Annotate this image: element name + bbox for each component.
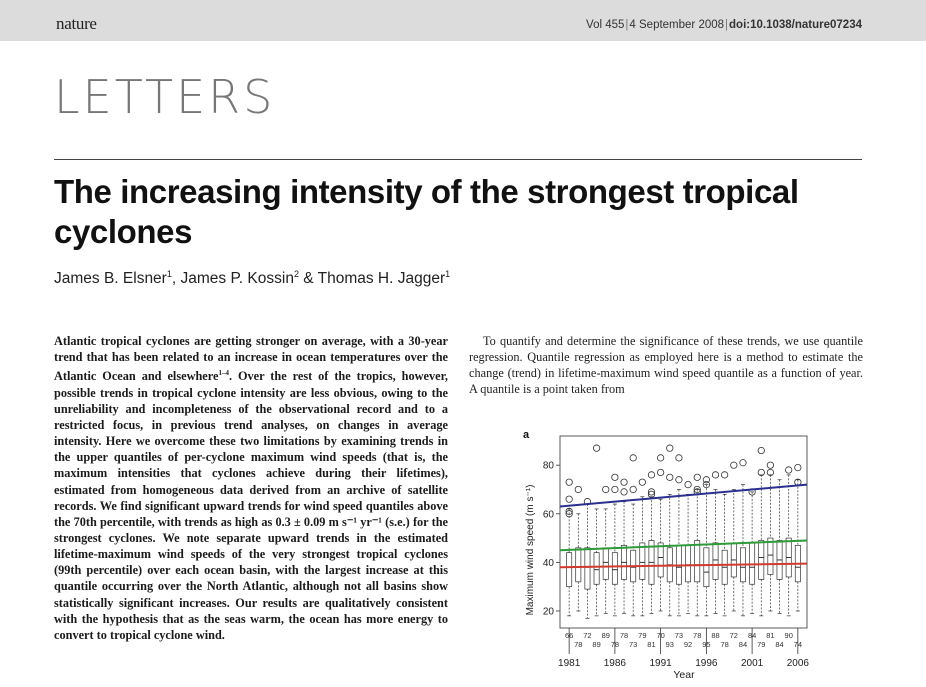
citation-info: Vol 455|4 September 2008|doi:10.1038/nature07234 [586, 19, 862, 31]
outlier-point [630, 455, 636, 461]
count-label: 72 [729, 631, 738, 640]
volume: Vol 455 [586, 19, 625, 31]
outlier-point [721, 472, 727, 478]
x-tick-label: 2001 [740, 658, 764, 669]
y-tick-label: 80 [542, 460, 554, 472]
count-label: 72 [583, 631, 592, 640]
x-tick-label: 1996 [695, 658, 718, 669]
count-label: 93 [665, 640, 674, 649]
title-divider [54, 159, 862, 160]
x-tick-label: 1981 [558, 658, 581, 669]
x-tick-label: 1986 [603, 658, 627, 669]
box [768, 538, 773, 574]
outlier-point [676, 455, 682, 461]
trend-line [560, 485, 807, 507]
count-label: 78 [610, 640, 620, 649]
box [567, 553, 572, 587]
body-paragraph: To quantify and determine the significance of these trends, we use quantile regression. Quantile regression as employed here is a method to estimate the change (trend) in lifetime-maximum wind speed quantile as a function of year. A quantile is a point taken from [469, 334, 863, 397]
count-label: 66 [564, 631, 574, 640]
count-label: 92 [683, 640, 693, 649]
author-list: James B. Elsner$^1$, James P. Kossin$^2$ & Thomas H. Jagger$^1$ [54, 269, 451, 288]
outlier-point [621, 489, 627, 495]
count-label: 84 [738, 640, 748, 649]
reference-citation[interactable]: 1–4 [218, 369, 229, 378]
box [695, 541, 700, 582]
count-label: 84 [747, 631, 757, 640]
box [612, 553, 617, 585]
outlier-point [648, 472, 654, 478]
box [603, 548, 608, 580]
plot-area [543, 436, 810, 669]
y-tick-label: 40 [542, 557, 554, 569]
box [585, 548, 590, 589]
x-tick-label: 1991 [649, 658, 672, 669]
count-label: 73 [629, 640, 638, 649]
outlier-point [612, 486, 618, 492]
panel-label: a [523, 429, 530, 441]
outlier-point [676, 477, 682, 483]
box [658, 543, 663, 577]
y-axis-label: Maximum wind speed (m s⁻¹) [525, 484, 536, 616]
count-label: 74 [793, 640, 803, 649]
outlier-point [767, 462, 773, 468]
count-label: 89 [601, 631, 610, 640]
outlier-point [630, 486, 636, 492]
box [704, 548, 709, 587]
abstract: Atlantic tropical cyclones are getting stronger on average, with a 30-year trend that has been related to an increase in ocean temperatures over the Atlantic Ocean and elsewhere$^{1-4}$. Over the rest of the tropics, however, possible trends in tropical cyclone intensity are less obvious, owing to the unreliability and incompleteness of the observational record and to a restricted focus, in previous trend analyses, on changes in average intensity. Here we overcome these two limitations by examining trends in the upper quantiles of per-cyclone maximum wind speeds (that is, the maximum intensities that cyclones achieve during their lifetimes), estimated from homogeneous data derived from an archive of satellite records. We find significant upward trends for wind speed quantiles above the 70th percentile, with trends as high as 0.3 ± 0.09 m s⁻¹ yr⁻¹ (s.e.) for the strongest cyclones. We note separate upward trends in the estimated lifetime-maximum wind speeds of the very strongest tropical cyclones (99th percentile) over each ocean basin, with the largest increase at this quantile occurring over the North Atlantic, although not all basins show statistically significant increases. Our results are qualitatively consistent with the hypothesis that as the seas warm, the ocean has more energy to convert to tropical cyclone wind. [54, 334, 448, 642]
outlier-point [639, 479, 645, 485]
count-label: 90 [784, 631, 793, 640]
outlier-point [795, 464, 801, 470]
journal-brand: nature [56, 14, 97, 33]
box [576, 548, 581, 582]
outlier-point [685, 481, 691, 487]
outlier-point [621, 479, 627, 485]
box [640, 543, 645, 579]
issue-date: 4 September 2008 [629, 19, 725, 31]
outlier-point [575, 486, 581, 492]
count-label: 70 [656, 631, 665, 640]
affiliation-ref[interactable]: 1 [166, 269, 172, 279]
x-axis-label: Year [673, 669, 695, 681]
count-label: 78 [574, 640, 583, 649]
wind-speed-boxplot [520, 428, 820, 682]
affiliation-ref[interactable]: 1 [445, 269, 451, 279]
count-label: 84 [775, 640, 784, 649]
count-label: 88 [711, 631, 720, 640]
box [713, 543, 718, 579]
outlier-point [786, 467, 792, 473]
outlier-point [667, 445, 673, 451]
plot-frame [560, 436, 807, 628]
y-tick-label: 60 [542, 509, 554, 521]
outlier-point [657, 469, 663, 475]
count-label: 78 [720, 640, 729, 649]
outlier-point [566, 496, 572, 502]
outlier-point [758, 447, 764, 453]
outlier-point [593, 445, 599, 451]
author-name: Thomas H. Jagger [317, 270, 446, 288]
y-tick-label: 20 [542, 606, 554, 618]
count-label: 81 [766, 631, 775, 640]
journal-header-bar [0, 0, 926, 41]
count-label: 78 [619, 631, 629, 640]
section-label: LETTERS [54, 70, 276, 124]
outlier-point [694, 474, 700, 480]
x-tick-label: 2006 [786, 658, 809, 669]
doi-link[interactable]: doi:10.1038/nature07234 [729, 19, 862, 31]
count-label: 73 [674, 631, 684, 640]
outlier-point [657, 455, 663, 461]
count-label: 79 [757, 640, 766, 649]
author-name: James B. Elsner [54, 270, 167, 288]
outlier-point [740, 460, 746, 466]
outlier-point [612, 474, 618, 480]
article-title: The increasing intensity of the strongest tropical cyclones [54, 173, 799, 250]
count-label: 95 [702, 640, 711, 649]
affiliation-ref[interactable]: 2 [293, 269, 299, 279]
outlier-point [667, 474, 673, 480]
count-label: 79 [638, 631, 647, 640]
box [685, 545, 690, 581]
outlier-point [712, 472, 718, 478]
outlier-point [731, 462, 737, 468]
outlier-point [603, 486, 609, 492]
outlier-point [566, 479, 572, 485]
count-label: 78 [693, 631, 702, 640]
count-label: 89 [592, 640, 601, 649]
box [759, 541, 764, 580]
author-name: James P. Kossin [180, 270, 294, 288]
count-label: 81 [647, 640, 656, 649]
box [594, 553, 599, 585]
